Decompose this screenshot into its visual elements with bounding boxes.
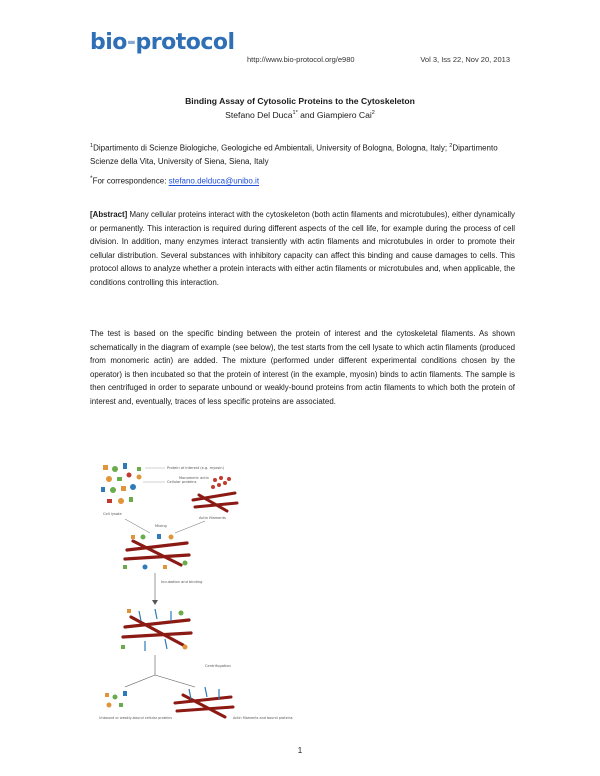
fig-label-centrifugation: Centrifugation: [205, 664, 231, 668]
correspondence: *For correspondence: stefano.delduca@unibo.it: [90, 175, 260, 186]
header-volume: Vol 3, Iss 22, Nov 20, 2013: [420, 55, 510, 64]
abstract-paragraph-2: The test is based on the specific binding between the protein of interest and the cytoskeletal filaments. As shown schematically in the diagram of example (see below), the test starts from the cell lysate to which actin filaments (produced from monomeric actin) are added. The mixture (performed under different experimental conditions chosen by the operator) is then incubated so that the protein of interest (in the example, myosin) binds to actin filaments. The sample is then centrifuged in order to separate unbound or weakly-bound proteins from actin filaments to which both the protein of interest and, eventually, traces of less specific proteins are associated.: [90, 329, 515, 406]
fig-label-incubation: Incubation and binding: [161, 580, 203, 584]
author-2: and Giampiero Cai: [297, 110, 372, 120]
pellet-filaments: [175, 687, 233, 717]
authors: Stefano Del Duca$^{1*}$ and Giampiero Cai$^2$: [225, 110, 375, 120]
author-1: Stefano Del Duca: [225, 110, 293, 120]
fig-label-pellet: Actin filaments and bound proteins: [233, 716, 293, 720]
unbound-proteins: [105, 691, 127, 708]
fig-label-cellular-proteins: Cellular proteins: [167, 480, 197, 484]
monomeric-actin: [211, 476, 231, 489]
fig-label-cell-lysate: Cell lysate: [103, 512, 122, 516]
affiliations: $^1$Dipartimento di Scienze Biologiche, Geologiche ed Ambientali, University of Bologna, Bologna, Italy; $^2$Dipartimento Scienze della Vita, University of Siena, Siena, Italy: [90, 143, 498, 166]
email-link[interactable]: stefano.delduca@unibo.it: [168, 176, 260, 186]
abstract-paragraph-1: [Abstract] Many cellular proteins interact with the cytoskeleton (both actin filaments and microtubules), either dynamically or permanently. This interaction is required during different aspects of the cell life, for example during the process of cell division. In addition, many enzymes interact transiently with actin filaments and microtubules in order to promote their cellular distribution. Several substances with inhibitory capacity can affect this binding and cause damages to cells. This protocol allows to analyze whether a protein interacts with either actin filaments or microtubules and, when applicable, the conditions controlling this interaction.: [90, 210, 515, 287]
cell-lysate-cluster: [101, 463, 142, 504]
logo: bio-protocol: [90, 30, 235, 55]
actin-filaments-top: [193, 493, 237, 511]
fig-label-unbound: Unbound or weakly-bound cellular proteins: [99, 716, 172, 720]
abstract-label: [Abstract]: [90, 210, 128, 219]
page-number: 1: [297, 746, 303, 755]
header-url[interactable]: http://www.bio-protocol.org/e980: [247, 55, 355, 64]
binding-cluster: [121, 609, 191, 651]
protocol-diagram: [95, 455, 335, 740]
fig-label-protein-of-interest: Protein of interest (e.g. myosin): [167, 466, 224, 470]
mixture-cluster: [123, 534, 189, 570]
fig-label-monomeric-actin: Monomeric actin: [179, 476, 209, 480]
fig-label-actin-filaments: Actin filaments: [199, 516, 226, 520]
fig-label-mixing: Mixing: [155, 524, 167, 528]
paper-title: Binding Assay of Cytosolic Proteins to the Cytoskeleton: [185, 96, 415, 106]
